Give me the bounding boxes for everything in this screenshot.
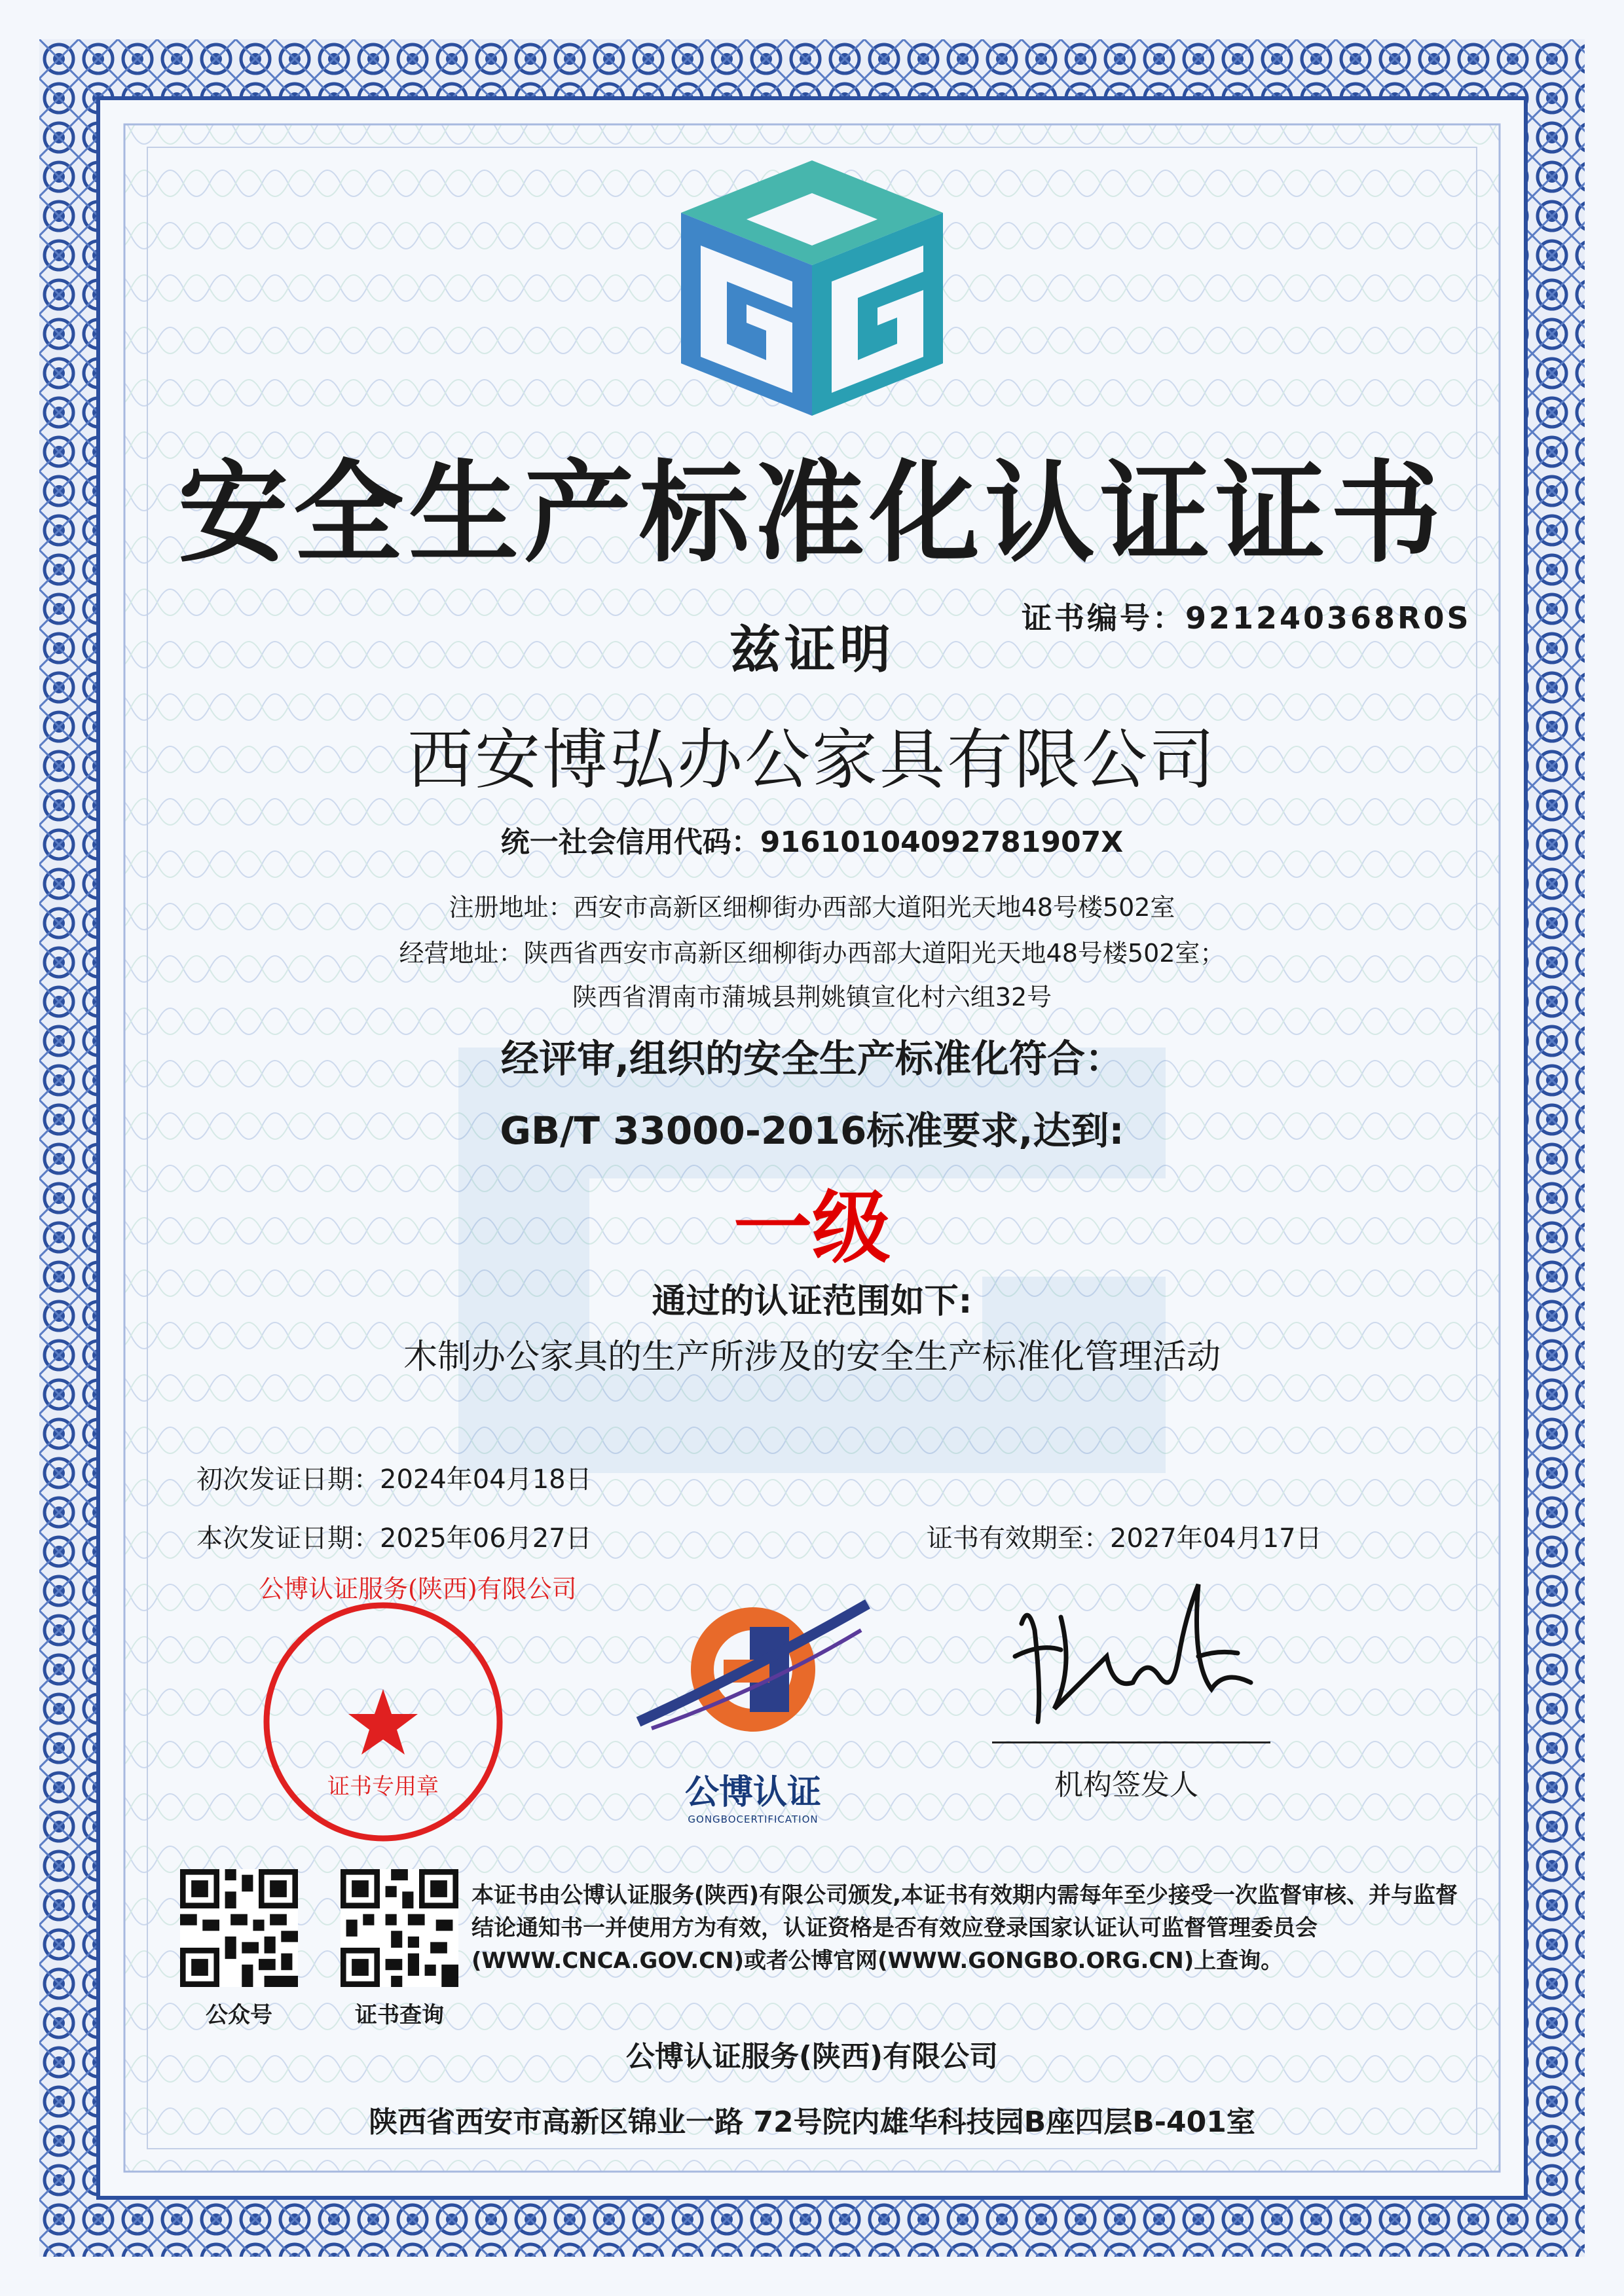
seal-text: 公博认证服务(陕西)有限公司: [259, 1575, 577, 1603]
registered-address: 注册地址：西安市高新区细柳街办西部大道阳光天地48号楼502室: [449, 893, 1175, 922]
certificate-notice: 本证书由公博认证服务(陕西)有限公司颁发,本证书有效期内需每年至少接受一次监督审核、并与监督结论通知书一并使用方为有效，认证资格是否有效应登录国家认证认可监督管理委员会(WWW.CNCA.GOV.CN)或者公博官网(WWW.GONGBO.ORG.CN)上查询。: [471, 1882, 1458, 1974]
seal-subtitle: 证书专用章: [327, 1774, 439, 1800]
issuer-name: 公博认证服务(陕西)有限公司: [625, 2040, 999, 2073]
issuer-address: 陕西省西安市高新区锦业一路 72号院内雄华科技园B座四层B-401室: [369, 2105, 1255, 2139]
gongbo-logo-icon: [632, 1591, 874, 1761]
operating-address-line-2: 陕西省渭南市蒲城县荆姚镇宣化村六组32号: [572, 983, 1052, 1011]
gg-logo-icon: [668, 147, 956, 422]
signature-line: [992, 1741, 1270, 1743]
certificate-title: 安全生产标准化认证证书: [178, 449, 1446, 577]
standard-statement: GB/T 33000-2016标准要求,达到:: [500, 1108, 1124, 1153]
valid-until-date: 证书有效期至：2027年04月17日: [927, 1523, 1322, 1554]
handwritten-signature-icon: [1002, 1578, 1264, 1741]
scope-title: 通过的认证范围如下:: [652, 1282, 972, 1321]
qr2-label: 证书查询: [355, 2002, 444, 2028]
certification-level: 一级: [733, 1183, 891, 1274]
certificate-query-qr-code-icon: [341, 1869, 458, 1987]
signer-label: 机构签发人: [1054, 1768, 1198, 1802]
brand-name: 公博认证: [684, 1773, 821, 1812]
first-issue-date: 初次发证日期：2024年04月18日: [196, 1465, 592, 1495]
company-name: 西安博弘办公家具有限公司: [407, 721, 1217, 798]
conformity-statement: 经评审,组织的安全生产标准化符合：: [500, 1036, 1124, 1081]
qr1-label: 公众号: [206, 2002, 272, 2028]
current-issue-date: 本次发证日期：2025年06月27日: [196, 1523, 592, 1554]
certify-heading: 兹证明: [729, 621, 895, 680]
brand-english-name: GONGBOCERTIFICATION: [688, 1813, 819, 1825]
operating-address-line-1: 经营地址：陕西省西安市高新区细柳街办西部大道阳光天地48号楼502室；: [399, 939, 1225, 968]
official-seal-icon: [259, 1575, 577, 1846]
wechat-qr-code-icon: [180, 1869, 298, 1987]
certificate-number: 证书编号：921240368R0S: [1022, 600, 1471, 636]
scope-text: 木制办公家具的生产所涉及的安全生产标准化管理活动: [403, 1338, 1221, 1377]
credit-code: 统一社会信用代码：91610104092781907X: [500, 826, 1124, 859]
